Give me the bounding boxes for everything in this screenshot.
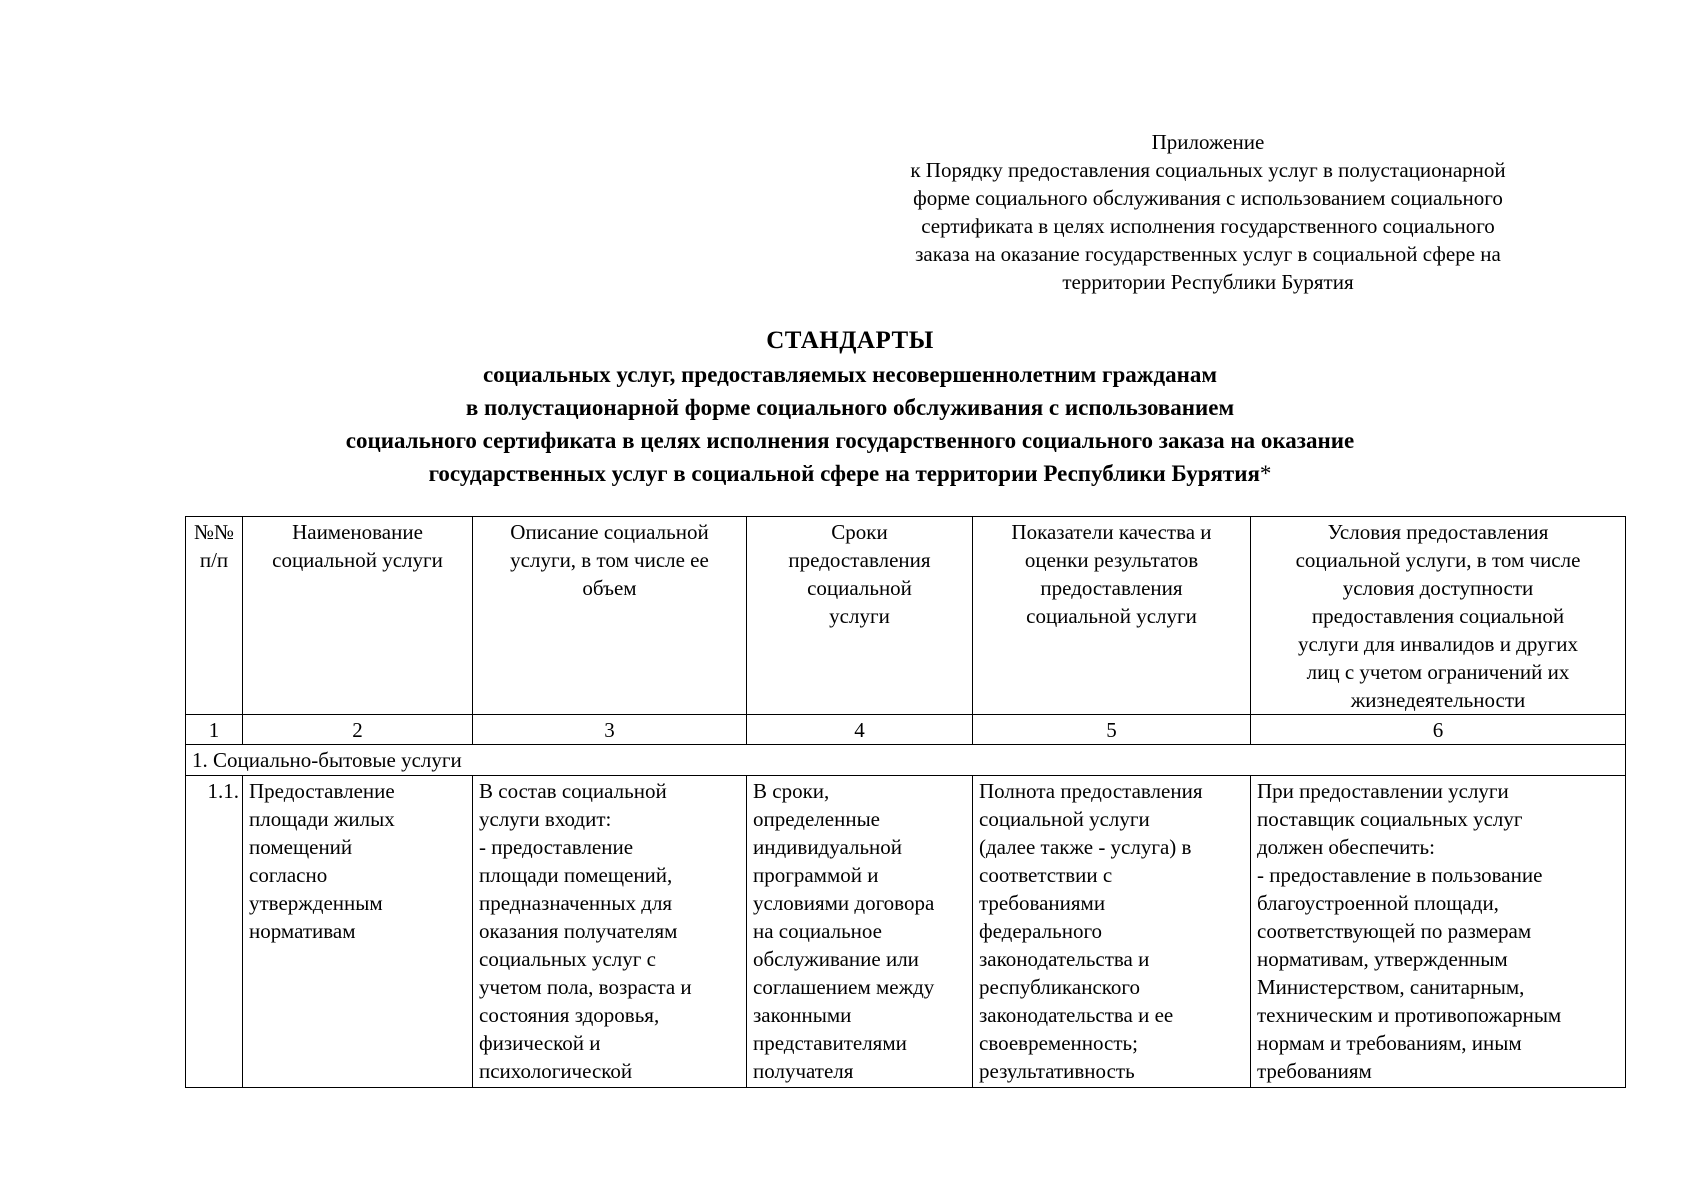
header-line: Описание социальной: [510, 520, 709, 544]
header-number: [186, 517, 243, 715]
cell-line: При предоставлении услуги: [1257, 779, 1509, 803]
cell-line: соответствующей по размерам: [1257, 919, 1532, 943]
description-cell: [473, 776, 747, 1088]
cell-line: получателя: [753, 1059, 854, 1083]
header-line: социальной услуги: [1026, 604, 1197, 628]
header-line: Сроки: [831, 520, 888, 544]
cell-line: нормативам: [249, 919, 356, 943]
cell-line: площади жилых: [249, 807, 395, 831]
cell-line: представителями: [753, 1031, 907, 1055]
appendix-line: к Порядку предоставления социальных услуг в полустационарной: [910, 158, 1506, 182]
cell-line: психологической: [479, 1059, 633, 1083]
column-number: 6: [1251, 715, 1626, 745]
title-line-text: государственных услуг в социальной сфере на территории Республики Бурятия: [428, 461, 1260, 486]
header-line: услуги, в том числе ее: [510, 548, 709, 572]
header-line: предоставления: [1040, 576, 1183, 600]
cell-line: благоустроенной площади,: [1257, 891, 1499, 915]
header-line: услуги для инвалидов и других: [1298, 632, 1578, 656]
cell-line: законодательства и: [979, 947, 1150, 971]
title-line: в полустационарной форме социального обслуживания с использованием: [465, 395, 1235, 420]
cell-line: программой и: [753, 863, 879, 887]
header-line: социальной услуги, в том числе: [1295, 548, 1581, 572]
header-conditions: [1251, 517, 1626, 715]
cell-line: - предоставление в пользование: [1257, 863, 1543, 887]
header-line: Условия предоставления: [1327, 520, 1549, 544]
cell-line: на социальное: [753, 919, 882, 943]
header-line: условия доступности: [1342, 576, 1534, 600]
cell-line: (далее также - услуга) в: [979, 835, 1192, 859]
appendix-line: территории Республики Бурятия: [1062, 270, 1354, 294]
cell-line: площади помещений,: [479, 863, 673, 887]
cell-line: нормам и требованиям, иным: [1257, 1031, 1522, 1055]
cell-line: согласно: [249, 863, 328, 887]
appendix-line: Приложение: [1151, 130, 1265, 154]
cell-line: требованиям: [1257, 1059, 1372, 1083]
footnote-mark: *: [1259, 461, 1272, 486]
cell-line: законодательства и ее: [979, 1003, 1174, 1027]
standards-table: [185, 516, 1626, 1088]
cell-line: предназначенных для: [479, 891, 673, 915]
document-title: [170, 324, 1530, 490]
cell-line: социальной услуги: [979, 807, 1150, 831]
section-title: 1. Социально-бытовые услуги: [186, 745, 1626, 776]
cell-line: федерального: [979, 919, 1103, 943]
service-name-cell: [243, 776, 473, 1088]
header-service-name: [243, 517, 473, 715]
header-quality: [973, 517, 1251, 715]
column-number: 3: [473, 715, 747, 745]
cell-line: нормативам, утвержденным: [1257, 947, 1508, 971]
title-line: социальных услуг, предоставляемых несовершеннолетним гражданам: [482, 362, 1218, 387]
table-header-row: [186, 517, 1626, 715]
appendix-line: форме социального обслуживания с использованием социального: [913, 186, 1503, 210]
header-line: Наименование: [292, 520, 423, 544]
column-number: 5: [973, 715, 1251, 745]
section-row: [186, 745, 1626, 776]
cell-line: В состав социальной: [479, 779, 667, 803]
cell-line: своевременность;: [979, 1031, 1138, 1055]
cell-line: техническим и противопожарным: [1257, 1003, 1562, 1027]
column-number: 2: [243, 715, 473, 745]
header-line: Показатели качества и: [1011, 520, 1212, 544]
cell-line: - предоставление: [479, 835, 634, 859]
appendix-reference: [838, 128, 1578, 296]
header-line: оценки результатов: [1024, 548, 1199, 572]
row-number: 1.1.: [186, 776, 243, 1088]
cell-line: услуги входит:: [479, 807, 612, 831]
appendix-line: сертификата в целях исполнения государственного социального: [921, 214, 1495, 238]
cell-line: республиканского: [979, 975, 1140, 999]
cell-line: условиями договора: [753, 891, 935, 915]
cell-line: утвержденным: [249, 891, 383, 915]
cell-line: соответствии с: [979, 863, 1113, 887]
header-line: №№: [193, 520, 235, 544]
cell-line: законными: [753, 1003, 852, 1027]
cell-line: В сроки,: [753, 779, 830, 803]
cell-line: требованиями: [979, 891, 1106, 915]
cell-line: помещений: [249, 835, 353, 859]
header-line: предоставления: [788, 548, 931, 572]
header-line: социальной услуги: [272, 548, 443, 572]
cell-line: Предоставление: [249, 779, 395, 803]
column-number: 1: [186, 715, 243, 745]
cell-line: Полнота предоставления: [979, 779, 1203, 803]
cell-line: поставщик социальных услуг: [1257, 807, 1523, 831]
header-line: предоставления социальной: [1311, 604, 1565, 628]
header-line: объем: [582, 576, 637, 600]
cell-line: учетом пола, возраста и: [479, 975, 692, 999]
quality-cell: [973, 776, 1251, 1088]
terms-cell: [747, 776, 973, 1088]
title-main: СТАНДАРТЫ: [766, 327, 934, 354]
cell-line: результативность: [979, 1059, 1135, 1083]
cell-line: Министерством, санитарным,: [1257, 975, 1525, 999]
column-numbers-row: [186, 715, 1626, 745]
header-line: жизнедеятельности: [1350, 688, 1526, 712]
conditions-cell: [1251, 776, 1626, 1088]
header-terms: [747, 517, 973, 715]
header-line: п/п: [199, 548, 229, 572]
cell-line: должен обеспечить:: [1257, 835, 1435, 859]
cell-line: соглашением между: [753, 975, 935, 999]
appendix-line: заказа на оказание государственных услуг в социальной сфере на: [915, 242, 1501, 266]
cell-line: определенные: [753, 807, 880, 831]
cell-line: индивидуальной: [753, 835, 902, 859]
header-line: лиц с учетом ограничений их: [1306, 660, 1570, 684]
table-row: [186, 776, 1626, 1088]
cell-line: состояния здоровья,: [479, 1003, 660, 1027]
header-line: услуги: [829, 604, 890, 628]
column-number: 4: [747, 715, 973, 745]
cell-line: физической и: [479, 1031, 601, 1055]
cell-line: оказания получателям: [479, 919, 678, 943]
title-line-last: [170, 457, 1530, 490]
cell-line: социальных услуг с: [479, 947, 656, 971]
title-line: социального сертификата в целях исполнения государственного социального заказа на оказание: [345, 428, 1355, 453]
cell-line: обслуживание или: [753, 947, 919, 971]
header-line: социальной: [807, 576, 912, 600]
header-description: [473, 517, 747, 715]
